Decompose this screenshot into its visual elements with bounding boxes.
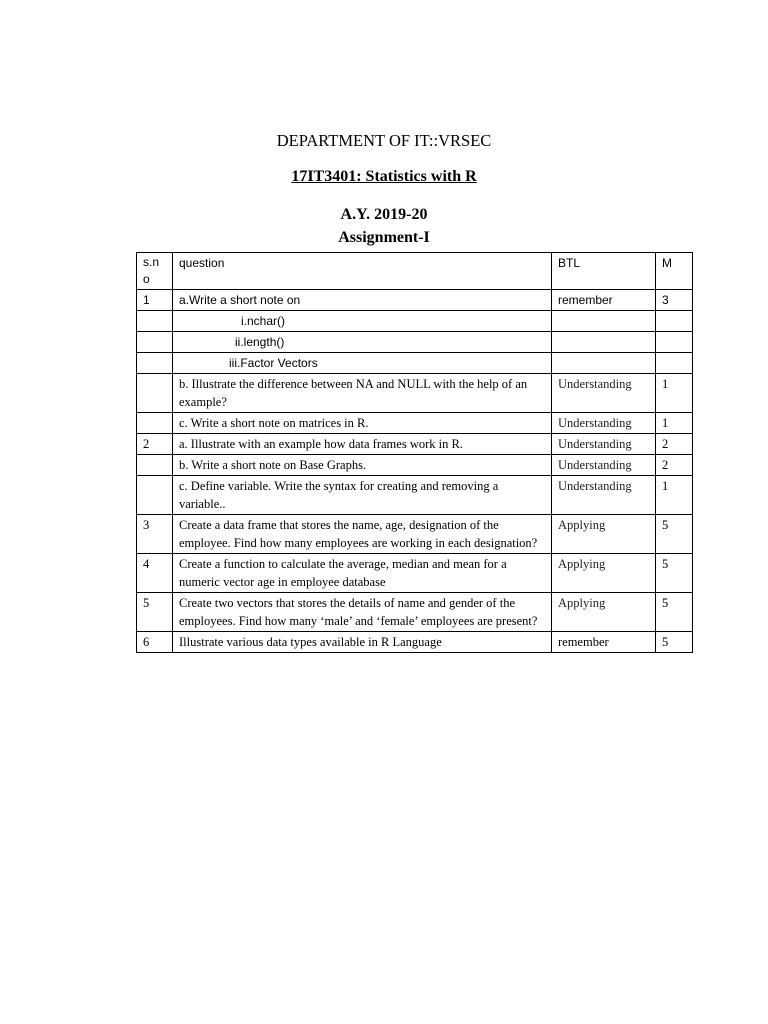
row-marks: [656, 353, 693, 374]
row-question: b. Illustrate the difference between NA and NULL with the help of an example?: [173, 374, 552, 413]
row-marks: 5: [656, 515, 693, 554]
row-sno: [137, 353, 173, 374]
table-row: [137, 290, 693, 311]
row-question: a. Illustrate with an example how data frames work in R.: [173, 434, 552, 455]
row-marks: 5: [656, 632, 693, 653]
row-marks: 2: [656, 434, 693, 455]
row-marks: 1: [656, 413, 693, 434]
row-btl: Understanding: [552, 374, 656, 413]
row-btl: remember: [552, 632, 656, 653]
row-question: i.nchar(): [173, 311, 552, 332]
row-sno: [137, 311, 173, 332]
row-btl: Applying: [552, 515, 656, 554]
row-question: iii.Factor Vectors: [173, 353, 552, 374]
row-question: Illustrate various data types available in R Language: [173, 632, 552, 653]
table-row: [137, 515, 693, 554]
row-marks: 5: [656, 554, 693, 593]
header-marks: M: [656, 253, 693, 290]
row-question: b. Write a short note on Base Graphs.: [173, 455, 552, 476]
row-sno: 2: [137, 434, 173, 455]
table-row: [137, 332, 693, 353]
academic-year: A.Y. 2019-20: [340, 206, 428, 223]
course-title-text: 17IT3401: Statistics with R: [291, 168, 477, 185]
row-btl: Understanding: [552, 455, 656, 476]
row-btl: Understanding: [552, 434, 656, 455]
row-question: c. Write a short note on matrices in R.: [173, 413, 552, 434]
row-btl: Applying: [552, 593, 656, 632]
table-header-row: [137, 253, 693, 290]
row-sno: 6: [137, 632, 173, 653]
row-marks: [656, 311, 693, 332]
header-question: question: [173, 253, 552, 290]
course-title: [0, 168, 768, 186]
row-btl: Understanding: [552, 476, 656, 515]
table-row: [137, 434, 693, 455]
row-question: c. Define variable. Write the syntax for creating and removing a variable..: [173, 476, 552, 515]
table-row: [137, 632, 693, 653]
row-sno: 5: [137, 593, 173, 632]
row-btl: [552, 311, 656, 332]
row-question: ii.length(): [173, 332, 552, 353]
row-btl: remember: [552, 290, 656, 311]
row-sno: [137, 332, 173, 353]
row-sno: [137, 476, 173, 515]
row-btl: [552, 353, 656, 374]
row-sno: [137, 413, 173, 434]
row-marks: [656, 332, 693, 353]
header-sno: s.n o: [137, 253, 173, 290]
row-marks: 5: [656, 593, 693, 632]
department-title: DEPARTMENT OF IT::VRSEC: [276, 131, 492, 150]
table-row: [137, 593, 693, 632]
row-marks: 2: [656, 455, 693, 476]
header-btl: BTL: [552, 253, 656, 290]
table-row: [137, 413, 693, 434]
table-row: [137, 554, 693, 593]
row-sno: [137, 374, 173, 413]
row-btl: [552, 332, 656, 353]
row-question: a.Write a short note on: [173, 290, 552, 311]
table-row: [137, 455, 693, 476]
row-sno: 1: [137, 290, 173, 311]
assignment-title: Assignment-I: [338, 229, 430, 246]
row-marks: 1: [656, 476, 693, 515]
table-row: [137, 374, 693, 413]
row-question: Create two vectors that stores the details of name and gender of the employees. Find how many ‘male’ and ‘female’ employees are present?: [173, 593, 552, 632]
row-btl: Applying: [552, 554, 656, 593]
table-row: [137, 353, 693, 374]
table-row: [137, 311, 693, 332]
row-sno: 4: [137, 554, 173, 593]
row-btl: Understanding: [552, 413, 656, 434]
row-question: Create a function to calculate the average, median and mean for a numeric vector age in employee database: [173, 554, 552, 593]
row-sno: 3: [137, 515, 173, 554]
row-question: Create a data frame that stores the name, age, designation of the employee. Find how many employees are working in each designation?: [173, 515, 552, 554]
row-marks: 3: [656, 290, 693, 311]
table-row: [137, 476, 693, 515]
row-marks: 1: [656, 374, 693, 413]
row-sno: [137, 455, 173, 476]
assignment-table: [136, 252, 693, 653]
